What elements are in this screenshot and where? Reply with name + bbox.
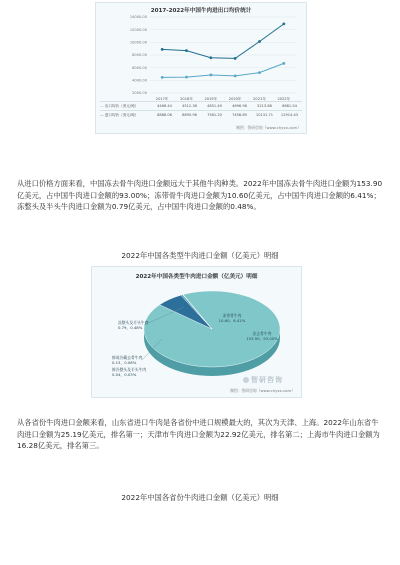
data-point [282,22,285,25]
table-cell: 4696.98 [232,104,247,108]
data-point [161,76,164,79]
y-tick-label: 4000.00 [132,78,147,83]
paragraph-province-imports: 从各省份牛肉进口金额来看，山东省进口牛肉是各省份中进口规模最大的，其次为天津、上海。2022年山东省牛肉进口金额为25.19亿美元，排名第一；天津市牛肉进口金额为22.92亿美元，排名第二；上海市牛肉进口金额为16.28亿美元，排名第三。 [17,418,380,450]
y-tick-label: 10000.00 [129,40,147,45]
paragraph-import-types: 从进口价格方面来看，中国冻去骨牛肉进口金额远大于其他牛肉种类。2022年中国冻去骨牛肉进口金额为153.90亿美元，占中国牛肉进口金额的93.00%；冻带骨牛肉进口金额为10.60亿美元，占中国牛肉进口金额的6.41%；冻整头及半头牛肉进口金额为0.79亿美元，占中国牛肉进口金额的0.48%。 [17,179,383,211]
data-point [282,62,285,65]
import-pie-chart-figure [91,266,302,398]
chart-source: 制图：智研咨询（www.chyxx.com） [230,388,295,393]
x-tick-label: 2022年 [277,97,291,101]
data-point [185,49,188,52]
y-tick-label: 12000.00 [129,27,147,32]
table-cell: 4466.44 [157,104,172,108]
x-tick-label: 2018年 [180,97,193,101]
table-cell: 7458.89 [232,113,247,117]
data-point [234,75,237,78]
table-row-label: — 出口均价（美元/吨） [100,103,139,108]
x-tick-label: 2017年 [155,97,169,101]
slice-label: 冻整头及半头牛肉 0.79，0.48% [118,320,149,330]
y-tick-label: 14000.00 [129,15,147,20]
table-cell: 6681.54 [282,104,297,108]
table-cell: 4512.38 [182,104,197,108]
chart-data-table [100,101,302,119]
data-point [258,40,261,43]
x-tick-label: 2021年 [253,97,266,101]
y-tick-label: 6000.00 [132,65,147,70]
series-line [162,63,284,77]
series-line [162,24,284,59]
table-cell: 5213.86 [257,104,272,108]
data-point [161,48,164,51]
data-point [209,74,212,77]
slice-label: 鲜或冷藏去骨牛肉 0.13，0.08% [112,355,143,365]
table-row [100,101,302,110]
y-tick-label: 2000.00 [132,91,147,96]
table-cell: 4851.49 [207,104,222,108]
chart-title: 2022年中国各类型牛肉进口金额（亿美元）明细 [135,274,258,280]
data-point [185,76,188,79]
data-point [234,57,237,60]
table-cell: 8695.96 [182,113,197,117]
data-point [209,56,212,59]
x-tick-label: 2019年 [204,97,218,101]
x-tick-label: 2020年 [228,97,242,101]
y-tick-label: 8000.00 [132,53,147,58]
slice-label: 冻带骨牛肉 10.60，6.41% [218,313,246,323]
chart-source: 制图：智研咨询（www.chyxx.com） [236,125,301,130]
chart-title: 2017-2022年中国牛肉进出口均价统计 [150,8,252,14]
price-line-chart-figure [95,2,307,134]
table-cell: 12914.43 [280,113,299,117]
figure-caption: 2022年中国各类型牛肉进口金额（亿美元）明细 [121,251,279,260]
table-row-label: — 进口均价（美元/吨） [100,112,139,117]
table-cell: 8888.06 [157,113,172,117]
slice-label: 鲜冷整头及半头牛肉 0.04，0.03% [112,367,147,377]
data-point [258,71,261,74]
figure-caption: 2022年中国各省份牛肉进口金额（亿美元）明细 [121,493,279,502]
table-cell: 7561.20 [207,113,222,117]
table-cell: 10131.71 [255,113,274,117]
watermark-logo: 智研咨询 [243,375,283,385]
table-row [100,110,302,119]
slice-label: 冻去骨牛肉 153.90，93.00% [246,331,278,341]
